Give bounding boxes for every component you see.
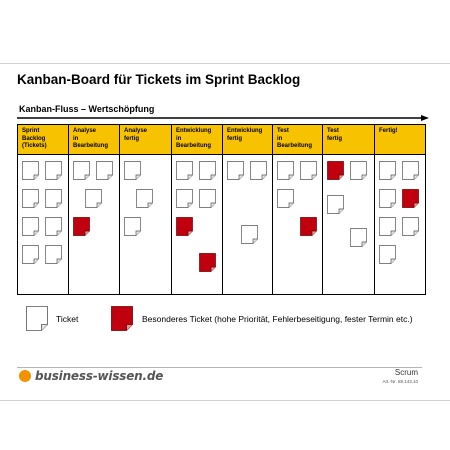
ticket bbox=[45, 245, 62, 264]
column-header-line: Backlog bbox=[22, 135, 46, 142]
page-title: Kanban-Board für Tickets im Sprint Backlog bbox=[17, 72, 301, 87]
ticket bbox=[402, 161, 419, 180]
column-header-line: Bearbeitung bbox=[277, 143, 313, 149]
legend-ticket-label: Ticket bbox=[56, 314, 79, 324]
board-column bbox=[18, 125, 69, 294]
column-header bbox=[69, 125, 119, 155]
column-header-line: (Tickets) bbox=[22, 143, 47, 149]
ticket bbox=[22, 161, 39, 180]
ticket bbox=[379, 189, 396, 208]
ticket bbox=[45, 161, 62, 180]
ticket bbox=[379, 217, 396, 236]
ticket bbox=[250, 161, 267, 180]
ticket bbox=[176, 161, 193, 180]
ticket bbox=[402, 217, 419, 236]
ticket bbox=[96, 161, 113, 180]
special-ticket bbox=[327, 161, 344, 180]
column-header-line: Test bbox=[277, 128, 289, 134]
legend-ticket-normal bbox=[26, 306, 48, 336]
board-column bbox=[120, 125, 172, 294]
footer-rule bbox=[17, 367, 422, 368]
ticket bbox=[22, 189, 39, 208]
column-header-line: Entwicklung bbox=[176, 128, 212, 134]
column-header-line: Test bbox=[327, 128, 339, 134]
column-header bbox=[120, 125, 171, 155]
ticket bbox=[124, 217, 141, 236]
footer-article-number: Art.-Nr. 89.143.10 bbox=[382, 379, 418, 384]
board-column bbox=[273, 125, 323, 294]
column-header-line: in bbox=[277, 135, 283, 142]
ticket bbox=[199, 189, 216, 208]
column-header bbox=[375, 125, 425, 155]
special-ticket bbox=[402, 189, 419, 208]
ticket bbox=[350, 228, 367, 247]
column-header bbox=[172, 125, 222, 155]
special-ticket bbox=[176, 217, 193, 236]
column-header-line: in bbox=[73, 135, 79, 142]
column-header-line: Entwicklung bbox=[227, 128, 263, 134]
board-column bbox=[223, 125, 273, 294]
column-header bbox=[223, 125, 272, 155]
column-header-line: fertig bbox=[327, 135, 342, 142]
ticket bbox=[241, 225, 258, 244]
footer-category: Scrum bbox=[394, 368, 418, 377]
ticket bbox=[277, 161, 294, 180]
ticket bbox=[327, 195, 344, 214]
brand-name: business-wissen.de bbox=[35, 369, 164, 383]
special-ticket bbox=[73, 217, 90, 236]
column-header-line: Bearbeitung bbox=[73, 143, 109, 149]
ticket bbox=[379, 161, 396, 180]
board-column bbox=[323, 125, 375, 294]
ticket bbox=[22, 217, 39, 236]
ticket bbox=[199, 161, 216, 180]
ticket bbox=[124, 161, 141, 180]
column-header-line: Bearbeitung bbox=[176, 143, 212, 149]
ticket bbox=[350, 161, 367, 180]
brand-dot-icon bbox=[19, 370, 31, 382]
ticket bbox=[85, 189, 102, 208]
ticket bbox=[277, 189, 294, 208]
column-header-line: Fertig! bbox=[379, 128, 398, 134]
special-ticket bbox=[300, 217, 317, 236]
ticket bbox=[22, 245, 39, 264]
kanban-board bbox=[17, 124, 426, 295]
ticket bbox=[227, 161, 244, 180]
board-column bbox=[172, 125, 223, 294]
ticket bbox=[73, 161, 90, 180]
ticket bbox=[176, 189, 193, 208]
ticket bbox=[45, 217, 62, 236]
ticket bbox=[300, 161, 317, 180]
board-column bbox=[375, 125, 425, 294]
column-header bbox=[323, 125, 374, 155]
ticket bbox=[45, 189, 62, 208]
column-header bbox=[18, 125, 68, 155]
legend-special-label: Besonderes Ticket (hohe Priorität, Fehlerbeseitigung, fester Termin etc.) bbox=[142, 314, 413, 324]
legend-ticket-special bbox=[111, 306, 133, 336]
flow-arrow bbox=[17, 115, 429, 121]
special-ticket bbox=[199, 253, 216, 272]
column-header-line: Analyse bbox=[73, 128, 97, 134]
column-header-line: fertig bbox=[227, 135, 242, 142]
column-header-line: Sprint bbox=[22, 128, 40, 134]
board-column bbox=[69, 125, 120, 294]
column-header-line: fertig bbox=[124, 135, 139, 142]
column-header bbox=[273, 125, 322, 155]
ticket bbox=[136, 189, 153, 208]
brand-logo bbox=[19, 369, 163, 383]
column-header-line: in bbox=[176, 135, 182, 142]
flow-label: Kanban-Fluss – Wertschöpfung bbox=[19, 104, 155, 114]
ticket bbox=[379, 245, 396, 264]
column-header-line: Analyse bbox=[124, 128, 148, 134]
